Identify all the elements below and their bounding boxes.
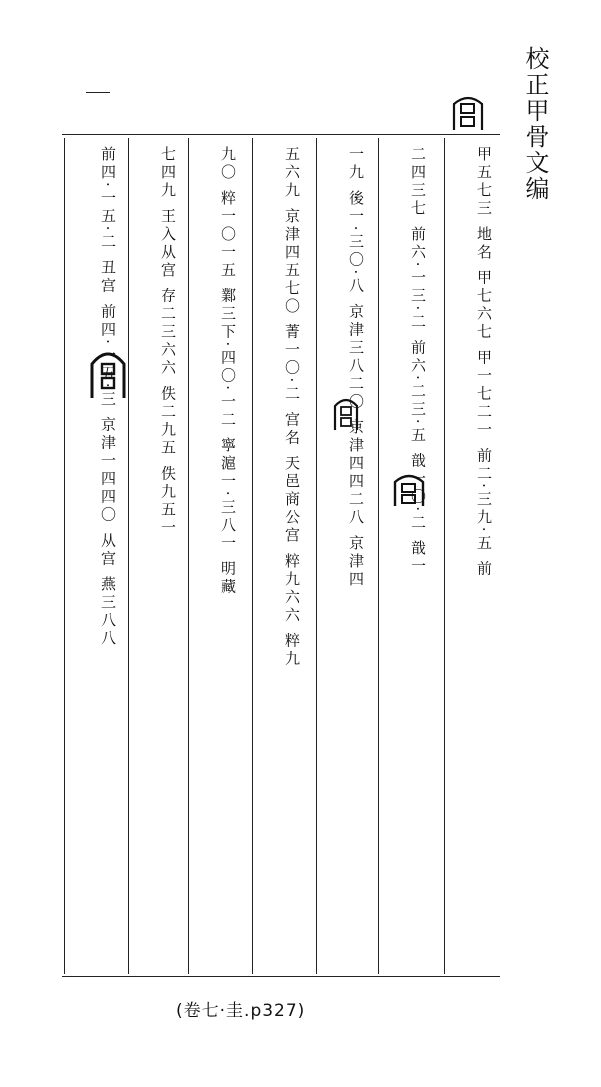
handwritten-reference-note: (卷七·圭.p327) [176, 1001, 306, 1021]
column-divider [316, 138, 317, 974]
entry-column-3: 一九 後一·三〇·八 京津三八二〇 京津四四二八 京津四 [347, 146, 365, 589]
book-title: 校正甲骨文编 [521, 46, 549, 202]
entry-column-2: 二四三七 前六·一三·二 前六·二三·五 戠一〇·二 戠一 [409, 146, 427, 576]
entry-column-6: 七四九 王入从宫 存二三六六 佚二九五 佚九五一 [159, 146, 177, 538]
frame-top-rule [62, 134, 500, 135]
column-divider [378, 138, 379, 974]
frame-bottom-rule [62, 976, 500, 977]
entry-column-7: 前四·一五·二 丑宫 前四·一五·三 京津一四四〇 从宫 燕三八八 [99, 146, 117, 648]
column-divider [128, 138, 129, 974]
entry-column-1: 甲五七三 地名 甲七六七 甲一七二一 前二·三九·五 前 [475, 146, 493, 579]
column-divider [252, 138, 253, 974]
entry-column-5: 九〇 粹一〇一五 鄴三下·四〇·一二 寧滬一·三八一 明藏 [219, 146, 237, 597]
entry-column-4: 五六九 京津四五七〇 菁一〇·二 宫名 天邑商公宫 粹九六六 粹九 [283, 146, 301, 669]
margin-dash [86, 92, 110, 93]
palace-oracle-glyph-icon [448, 92, 488, 132]
column-divider [444, 138, 445, 974]
column-divider [188, 138, 189, 974]
palace-oracle-glyph-icon [332, 392, 360, 432]
palace-oracle-glyph-icon [88, 342, 128, 400]
palace-oracle-glyph-icon [392, 468, 426, 508]
column-divider [64, 138, 65, 974]
